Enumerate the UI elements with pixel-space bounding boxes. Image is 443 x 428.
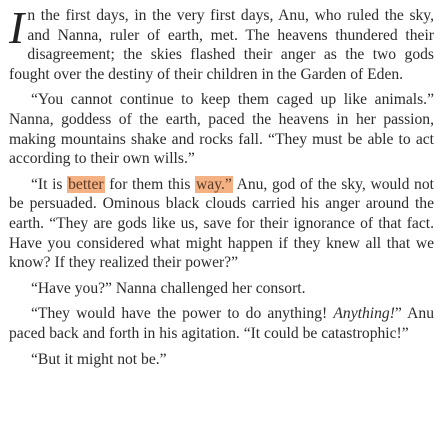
paragraph-1: [9, 2, 434, 84]
paragraph-5-text-2: ” Anu paced back and forth in his agitation. “It could be catastrophic!”: [9, 305, 434, 342]
highlighted-word-way[interactable]: way.”: [196, 175, 232, 193]
paragraph-2: “You cannot continue to keep them caged up like animals.” Nanna, goddess of the earth, paced the heavens in her passion, making mountains shake and rocks fall. “They must be able to act according to their own wills.”: [9, 91, 434, 168]
paragraph-3-text-2: for them this: [104, 175, 196, 193]
paragraph-5-italic: Anything!: [333, 305, 395, 323]
paragraph-1-text: n the first days, in the very first days, Anu, who ruled the sky, and Nanna, ruler of earth, met. The heavens thundered their disagreement; the skies flashed their anger as the two gods fought over the destiny of their children in the Garden of Eden.: [9, 7, 434, 83]
paragraph-3-text-1: “It is: [31, 175, 68, 193]
paragraph-6: “But it might not be.”: [31, 350, 167, 368]
paragraph-5-text-1: “They would have the power to do anything!: [31, 305, 334, 323]
paragraph-5: [9, 304, 434, 343]
highlighted-word-better[interactable]: better: [68, 175, 104, 193]
paragraph-3: [9, 175, 434, 273]
paragraph-3-text-3: Anu, god of the sky, would not be persuaded. Ominous black clouds carried his anger around the earth. “They are gods like us, save for their ignorance of that fact. Have you considered what might happen if they knew all that we know? If they realized their power?”: [9, 175, 434, 272]
drop-cap: I: [9, 2, 25, 53]
paragraph-4: “Have you?” Nanna challenged her consort.: [31, 279, 306, 297]
